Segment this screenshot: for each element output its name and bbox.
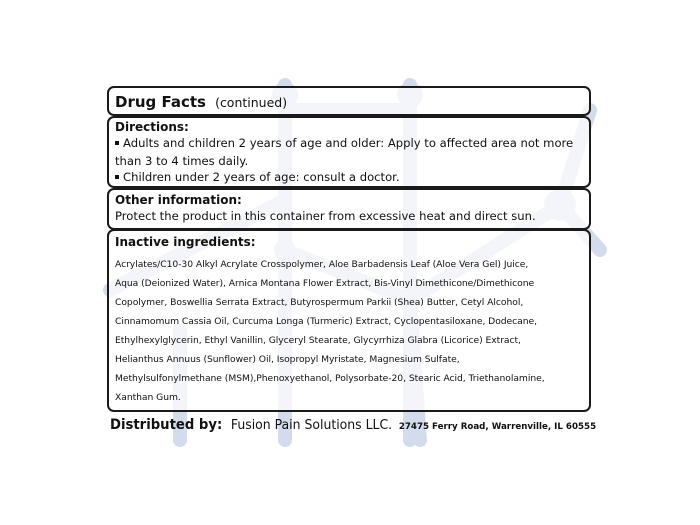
other-information-text: Protect the product in this container from excessive heat and direct sun. bbox=[115, 209, 536, 223]
bullet-icon bbox=[115, 175, 119, 179]
ingredient-line: Aqua (Deionized Water), Arnica Montana Flower Extract, Bis-Vinyl Dimethicone/Dimethicone bbox=[115, 278, 535, 289]
drug-facts-title bbox=[115, 92, 287, 111]
directions-line-2: than 3 to 4 times daily. bbox=[115, 154, 249, 168]
ingredient-line: Xanthan Gum. bbox=[115, 392, 181, 403]
ingredient-line: Copolymer, Boswellia Serrata Extract, Butyrospermum Parkii (Shea) Butter, Cetyl Alcohol, bbox=[115, 297, 524, 308]
directions-line-3: Children under 2 years of age: consult a doctor. bbox=[115, 170, 400, 184]
distributor-line bbox=[110, 414, 596, 433]
company-address: 27475 Ferry Road, Warrenville, IL 60555 bbox=[398, 421, 597, 432]
inactive-ingredients-section bbox=[107, 229, 591, 412]
title-text: Drug Facts bbox=[115, 93, 206, 111]
directions-section bbox=[107, 116, 591, 188]
company-name: Fusion Pain Solutions LLC. bbox=[230, 418, 393, 433]
bullet-icon bbox=[115, 141, 119, 145]
ingredient-line: Ethylhexylglycerin, Ethyl Vanillin, Glyceryl Stearate, Glycyrrhiza Glabra (Licorice) Extract, bbox=[115, 335, 521, 346]
ingredient-line: Acrylates/C10-30 Alkyl Acrylate Crosspolymer, Aloe Barbadensis Leaf (Aloe Vera Gel) Juice, bbox=[115, 259, 529, 270]
ingredient-line: Methylsulfonylmethane (MSM),Phenoxyethanol, Polysorbate-20, Stearic Acid, Triethanolamine, bbox=[115, 373, 545, 384]
title-continued: (continued) bbox=[215, 95, 288, 110]
other-information-section bbox=[107, 188, 591, 230]
title-panel bbox=[107, 86, 591, 116]
directions-line-1: Adults and children 2 years of age and older: Apply to affected area not more bbox=[115, 136, 573, 150]
other-information-heading: Other information: bbox=[115, 193, 242, 207]
inactive-ingredients-heading: Inactive ingredients: bbox=[115, 235, 256, 249]
ingredient-line: Cinnamomum Cassia Oil, Curcuma Longa (Turmeric) Extract, Cyclopentasiloxane, Dodecane, bbox=[115, 316, 537, 327]
ingredient-line: Helianthus Annuus (Sunflower) Oil, Isopropyl Myristate, Magnesium Sulfate, bbox=[115, 354, 460, 365]
distributed-by-label: Distributed by: bbox=[110, 417, 223, 433]
directions-heading: Directions: bbox=[115, 120, 189, 134]
